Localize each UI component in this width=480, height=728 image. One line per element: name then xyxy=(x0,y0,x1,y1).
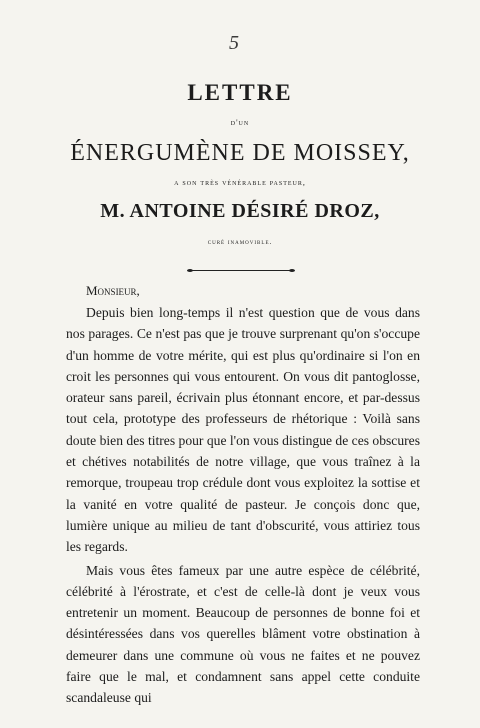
decorative-rule xyxy=(190,270,292,271)
main-title: ÉNERGUMÈNE DE MOISSEY, xyxy=(70,140,410,166)
letter-title: LETTRE xyxy=(187,80,293,105)
addressee-name: M. ANTOINE DÉSIRÉ DROZ, xyxy=(100,200,380,222)
title-connector: d'un xyxy=(230,118,250,127)
dedication-line: a son très vénérable pasteur, xyxy=(174,178,306,187)
paragraph-1: Depuis bien long-temps il n'est question que de vous dans nos parages. Ce n'est pas que je trouve surprenant qu'on s'occupe d'un homme de votre mérite, qui est plus qu'ordinaire si l'on en croit les personnes qui vous entourent. On vous dit pantoglosse, orateur sans pareil, écrivain plus étonnant encore, et par-dessus tout cela, prototype des professeurs de rhétorique : Voilà sans doute bien des titres pour que l'on vous distingue de ces obscures et chétives notabilités de notre village, que vous traînez à la remorque, troupeau trop crédule dont vous exploitez la sottise et la vanité en votre qualité de pasteur. Je conçois donc que, lumière unique au milieu de tant d'obscurité, vous attiriez tous les regards. xyxy=(66,305,420,555)
letter-body xyxy=(66,302,420,709)
addressee-status: curé inamovible. xyxy=(207,238,273,246)
page-number: 5 xyxy=(229,32,239,54)
salutation: Monsieur, xyxy=(86,283,140,298)
paragraph-2: Mais vous êtes fameux par une autre espèce de célébrité, célébrité à l'érostrate, et c'est de celle-là dont je veux vous entretenir un moment. Beaucoup de personnes de bonne foi et désintéressées dans vos querelles blâment votre obstination à demeurer dans une commune où vous ne faites et ne pouvez faire que le mal, et condamnent sans appel cette conduite scandaleuse qui xyxy=(66,562,420,706)
